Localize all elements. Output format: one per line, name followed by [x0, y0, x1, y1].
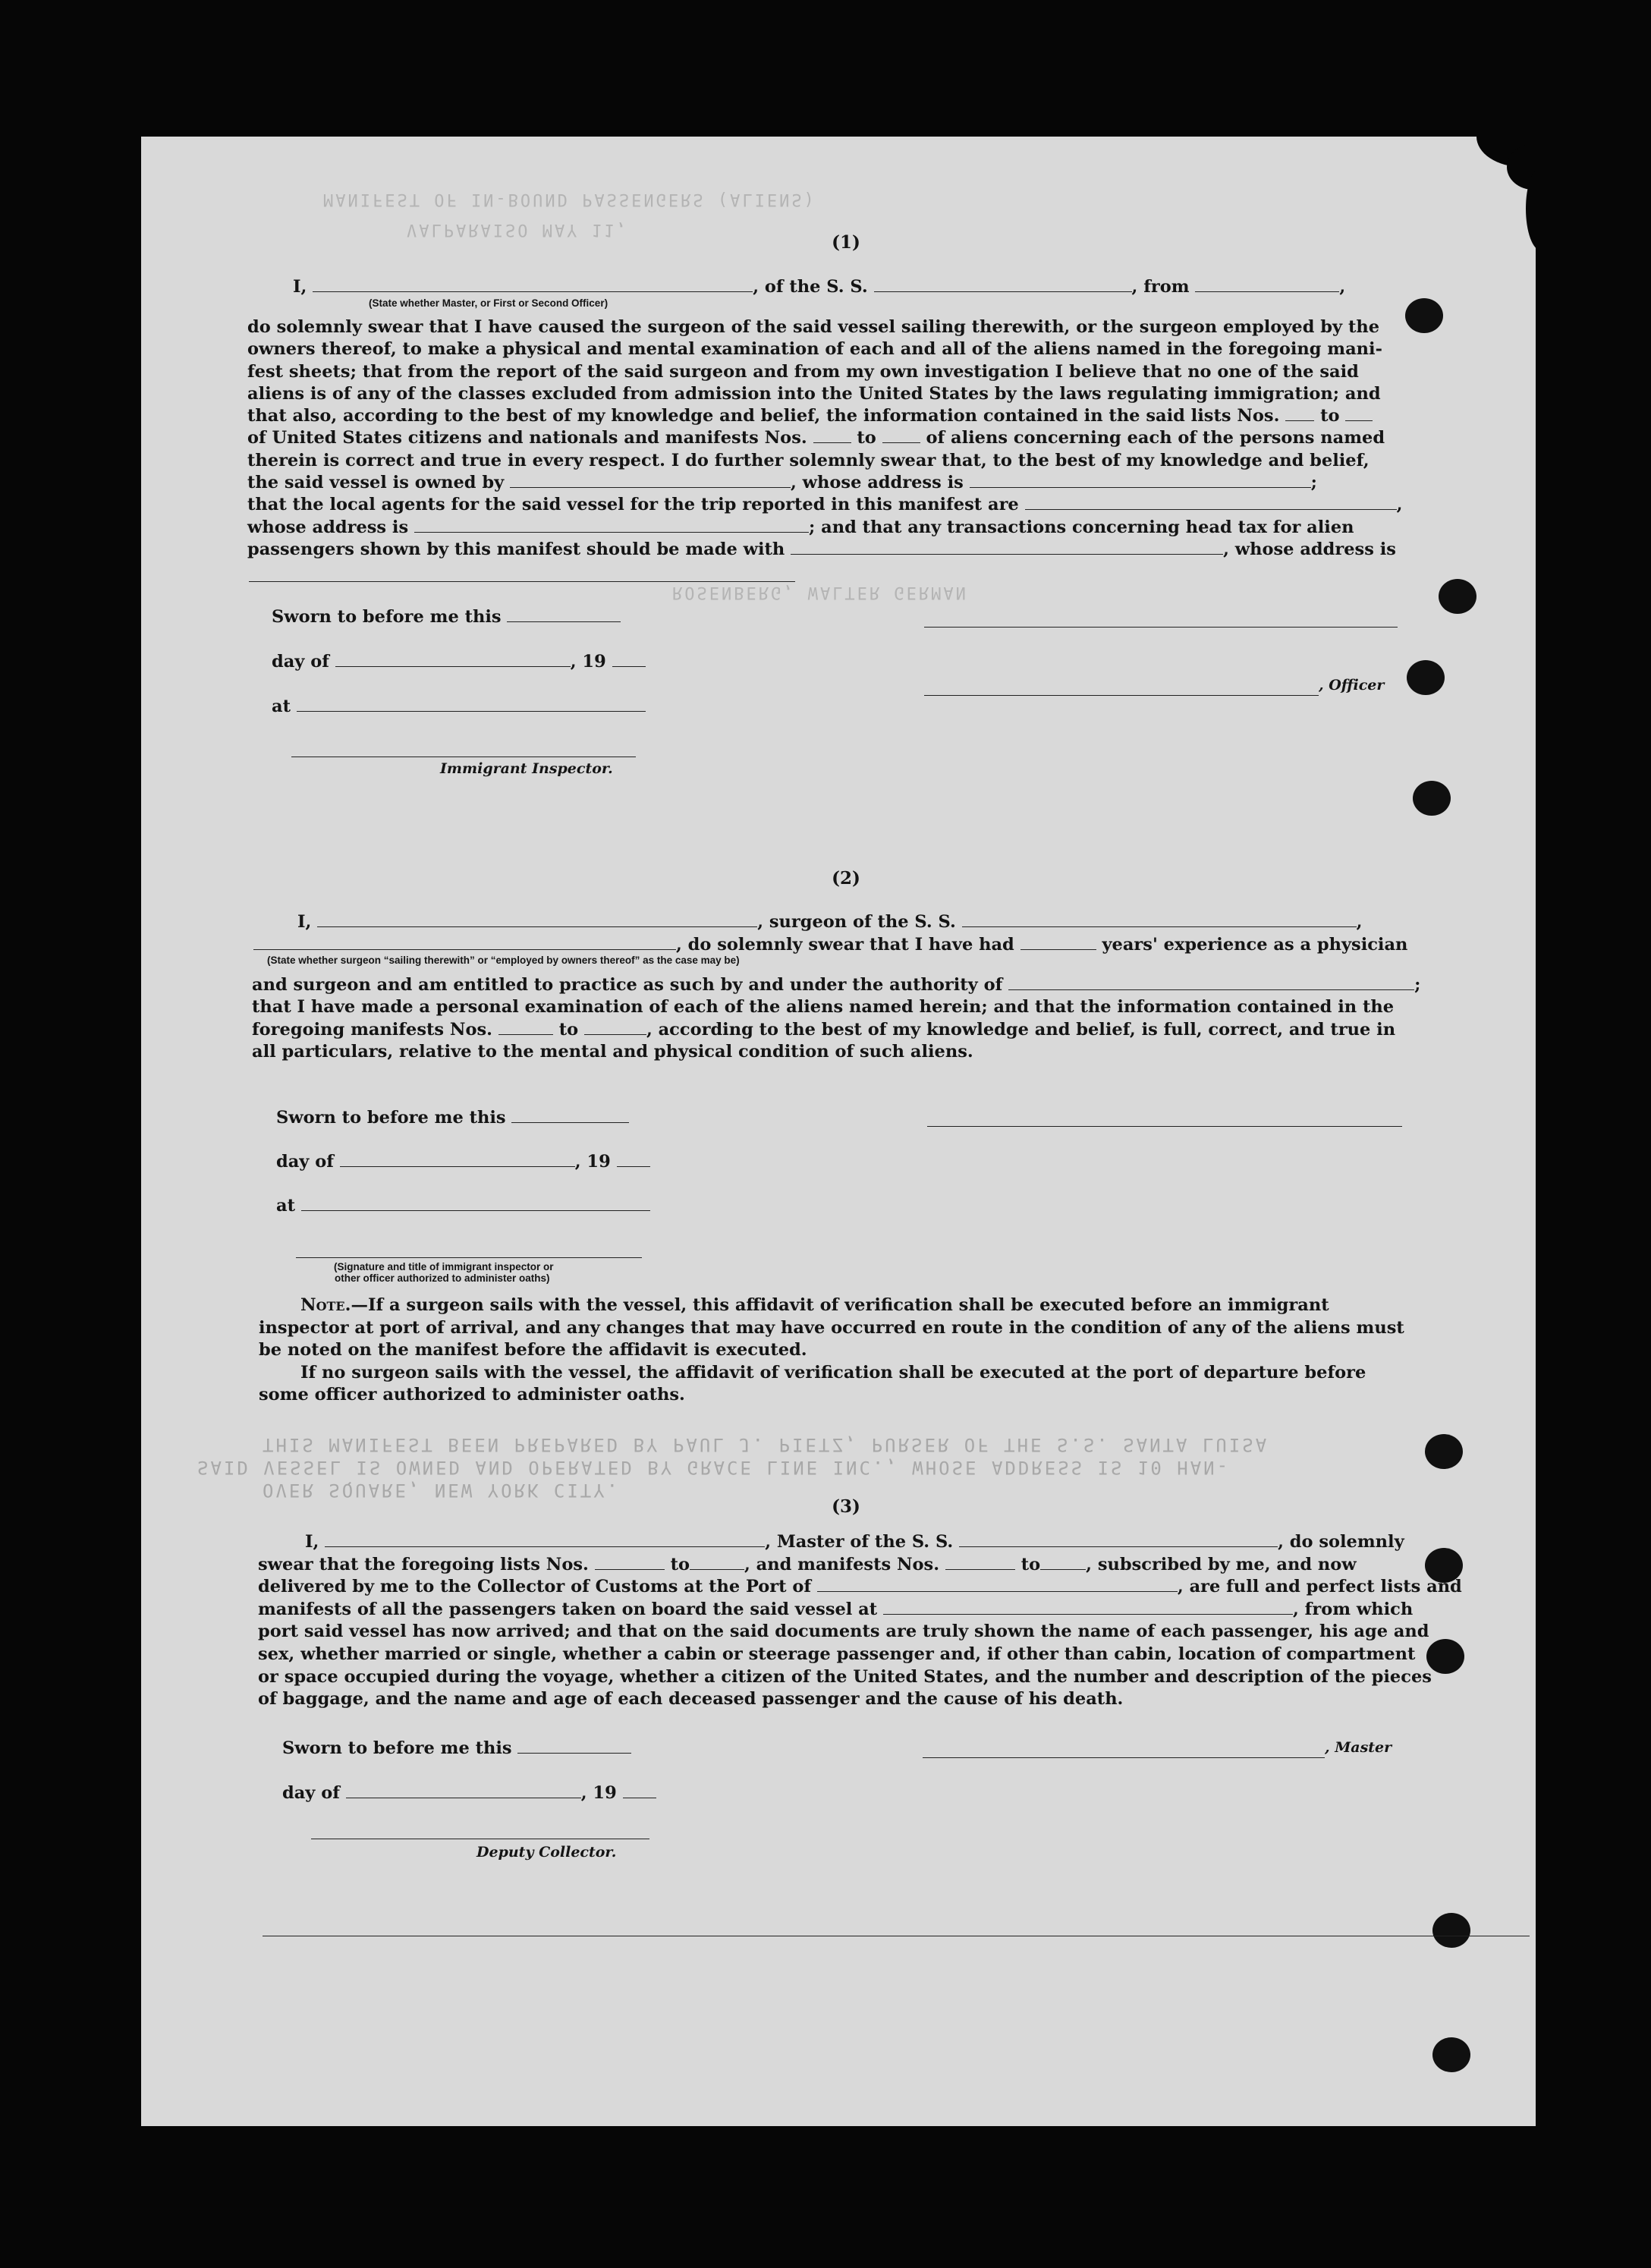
note-line: inspector at port of arrival, and any changes that may have occurred en route in the condition of any of the aliens must [259, 1317, 1404, 1338]
master-manifests-from-field[interactable] [945, 1556, 1015, 1570]
text: and surgeon and am entitled to practice as such by and under the authority of [252, 975, 1003, 995]
text-line: owners thereof, to make a physical and mental examination of each and all of the aliens named in the foregoing mani- [247, 339, 1382, 360]
text: Sworn to before me this [276, 1108, 506, 1128]
text-line [252, 974, 1536, 996]
note-line: be noted on the manifest before the affidavit is executed. [259, 1340, 807, 1360]
note-line: some officer authorized to administer oaths. [259, 1385, 685, 1405]
at-line [276, 1196, 650, 1216]
text: , subscribed by me, and now [1086, 1554, 1357, 1574]
text-line [258, 1599, 1536, 1622]
text: that the local agents for the said vessel for the trip reported in this manifest are [247, 495, 1019, 515]
binder-hole [1432, 2037, 1470, 2072]
sworn-place-field[interactable] [297, 697, 646, 712]
text: , do solemnly swear that I have had [676, 935, 1014, 955]
head-tax-address-field[interactable] [249, 581, 795, 582]
manifests-to-field[interactable] [882, 429, 920, 443]
section-2-opening-line [297, 912, 1363, 932]
master-lists-to-field[interactable] [690, 1556, 744, 1570]
surgeon-signature-line[interactable] [927, 1126, 1402, 1127]
text: I, [293, 277, 307, 297]
text: Sworn to before me this [272, 607, 502, 627]
text-line [258, 1554, 1536, 1577]
text: day of [276, 1152, 334, 1172]
text: ; and that any transactions concerning head tax for alien [809, 517, 1354, 537]
manifests-from-field[interactable] [813, 429, 851, 443]
text-line: do solemnly swear that I have caused the surgeon of the said vessel sailing therewith, or the surgeon employed by the [247, 317, 1380, 337]
text: , 19 [570, 652, 606, 672]
text-line: sex, whether married or single, whether a cabin or steerage passenger and, if other than cabin, location of compartment [258, 1644, 1416, 1664]
text: , and manifests Nos. [744, 1554, 940, 1574]
sworn-date-field[interactable] [517, 1739, 631, 1754]
text-line [247, 517, 1536, 539]
text: years' experience as a physician [1102, 935, 1408, 955]
text-line: of baggage, and the name and age of each deceased passenger and the cause of his death. [258, 1689, 1124, 1710]
officer-caption: (State whether Master, or First or Second Officer) [369, 297, 609, 309]
text: foregoing manifests Nos. [252, 1019, 492, 1040]
master-signature-line[interactable] [923, 1757, 1325, 1758]
text: at [272, 697, 291, 716]
year-field[interactable] [617, 1153, 650, 1167]
text: at [276, 1196, 295, 1216]
section-1-oath-text [247, 316, 1536, 561]
officer-signature-line-2[interactable] [924, 695, 1319, 696]
surgeon-manifests-to-field[interactable] [584, 1021, 646, 1035]
years-experience-field[interactable] [1020, 936, 1096, 950]
text: I, [305, 1532, 319, 1552]
text: , from which [1293, 1599, 1414, 1619]
verification-note [259, 1294, 1404, 1407]
text-line [247, 494, 1536, 516]
section-2-experience-line [253, 935, 1407, 955]
master-name-field[interactable] [325, 1533, 765, 1547]
text: , do solemnly [1278, 1532, 1404, 1552]
text: , whose address is [1223, 539, 1396, 559]
day-of-month-field[interactable] [346, 1784, 581, 1798]
officer-name-field[interactable] [313, 278, 753, 292]
text: to [1320, 406, 1340, 426]
binder-hole [1425, 1434, 1463, 1469]
text: of United States citizens and nationals and manifests Nos. [247, 428, 807, 448]
bleed-through-text: MANIFEST OF IN-BOUND PASSENGERS (ALIENS) [323, 190, 816, 209]
text-line [252, 1019, 1536, 1041]
text: to [558, 1019, 579, 1040]
bleed-through-text: VALPARAISO MAY 11, [407, 220, 629, 239]
vessel-name-field[interactable] [874, 278, 1132, 292]
day-of-line [272, 652, 646, 672]
sworn-line [282, 1738, 631, 1758]
year-field[interactable] [612, 653, 646, 667]
sworn-date-field[interactable] [507, 608, 621, 622]
section-1-heading: (1) [832, 232, 860, 253]
master-manifests-to-field[interactable] [1040, 1556, 1086, 1570]
authority-field[interactable] [1008, 976, 1414, 990]
inspector-caption: Immigrant Inspector. [440, 760, 613, 777]
text: delivered by me to the Collector of Customs at the Port of [258, 1577, 812, 1597]
section-2-oath-text [252, 974, 1536, 1063]
text: manifests of all the passengers taken on board the said vessel at [258, 1599, 878, 1619]
text-line: or space occupied during the voyage, whether a citizen of the United States, and the number and description of the pieces [258, 1666, 1432, 1687]
note-line: If no surgeon sails with the vessel, the affidavit of verification shall be executed at the port of departure before [300, 1362, 1366, 1383]
text: , whose address is [791, 473, 964, 493]
day-of-month-field[interactable] [340, 1153, 575, 1167]
text: , according to the best of my knowledge and belief, is full, correct, and true in [646, 1019, 1396, 1040]
text-line: that I have made a personal examination of each of the aliens named herein; and that the information contained in the [252, 997, 1395, 1018]
text: I, [297, 912, 312, 932]
text-line [258, 1576, 1536, 1599]
port-of-arrival-field[interactable] [817, 1578, 1178, 1592]
sworn-line [272, 607, 621, 627]
binder-hole [1439, 579, 1476, 614]
text: , Master of the S. S. [765, 1532, 954, 1552]
agents-address-field[interactable] [414, 518, 809, 533]
collector-caption: Deputy Collector. [476, 1844, 617, 1861]
text: , [1396, 495, 1403, 515]
text: , 19 [574, 1152, 611, 1172]
text: passengers shown by this manifest should be made with [247, 539, 785, 559]
text: ; [1310, 473, 1317, 493]
text: day of [282, 1783, 340, 1803]
text: , from [1131, 277, 1190, 297]
surgeon-caption: (State whether surgeon “sailing therewith” or “employed by owners thereof” as the case may be) [267, 955, 740, 966]
master-vessel-field[interactable] [959, 1533, 1278, 1547]
master-lists-from-field[interactable] [595, 1556, 665, 1570]
section-2-heading: (2) [832, 868, 860, 889]
lists-to-field[interactable] [1345, 407, 1373, 421]
text: to [857, 428, 876, 448]
day-of-line [282, 1783, 656, 1803]
text: , [1356, 912, 1363, 932]
text: Sworn to before me this [282, 1738, 512, 1758]
text: that also, according to the best of my knowledge and belief, the information contained in the said lists Nos. [247, 406, 1280, 426]
surgeon-vessel-field[interactable] [962, 913, 1357, 927]
text: of aliens concerning each of the persons named [926, 428, 1385, 448]
officer-label: , Officer [1319, 677, 1385, 694]
bleed-through-text: THIS MANIFEST BEEN PREPARED BY PAUL J. PIETZ, PURSER OF THE S.S. SANTA LUISA [263, 1434, 1269, 1455]
binder-hole [1407, 660, 1445, 695]
day-of-month-field[interactable] [335, 653, 571, 667]
text-line [247, 472, 1536, 494]
text-line [247, 405, 1536, 427]
bleed-through-text: SAID VESSEL IS OWNED AND OPERATED BY GRACE LINE INC., WHOSE ADDRESS IS 10 HAN- [197, 1457, 1231, 1478]
text: , surgeon of the S. S. [757, 912, 956, 932]
text: , [1339, 277, 1346, 297]
head-tax-party-field[interactable] [791, 540, 1223, 555]
text: swear that the foregoing lists Nos. [258, 1554, 589, 1574]
surgeon-manifests-from-field[interactable] [498, 1021, 553, 1035]
text-line: all particulars, relative to the mental and physical condition of such aliens. [252, 1041, 973, 1062]
year-field[interactable] [623, 1784, 656, 1798]
text: —If a surgeon sails with the vessel, this affidavit of verification shall be executed before an immigrant [351, 1295, 1329, 1315]
binder-hole [1432, 1913, 1470, 1948]
boarding-port-field[interactable] [883, 1600, 1293, 1615]
inspector-signature-line[interactable] [296, 1257, 642, 1258]
text: whose address is [247, 517, 409, 537]
owner-address-field[interactable] [970, 473, 1311, 488]
at-line [272, 697, 646, 716]
manifest-page [141, 137, 1536, 2126]
text: the said vessel is owned by [247, 473, 505, 493]
text-line: fest sheets; that from the report of the said surgeon and from my own investigation I believe that no one of the said [247, 361, 1359, 382]
note-label: Note. [300, 1295, 351, 1315]
section-3-heading: (3) [832, 1496, 860, 1517]
owner-field[interactable] [510, 473, 791, 488]
text: day of [272, 652, 329, 672]
text-line: port said vessel has now arrived; and that on the said documents are truly shown the name of each passenger, his age and [258, 1622, 1429, 1642]
text-line [258, 1531, 1536, 1554]
lists-from-field[interactable] [1285, 407, 1314, 421]
day-of-line [276, 1152, 650, 1172]
signature-caption: (Signature and title of immigrant inspector or [334, 1261, 554, 1272]
departure-port-field[interactable] [1195, 278, 1339, 292]
text: to [670, 1554, 690, 1574]
text-line [247, 539, 1536, 561]
surgeon-name-field[interactable] [317, 913, 757, 927]
local-agents-field[interactable] [1025, 495, 1397, 510]
text: to [1020, 1554, 1041, 1574]
text-line [247, 427, 1536, 449]
master-label: , Master [1325, 1739, 1392, 1756]
binder-hole [1413, 781, 1451, 816]
section-3-oath-text [258, 1531, 1536, 1711]
sworn-place-field[interactable] [301, 1197, 650, 1211]
officer-signature-line-1[interactable] [924, 627, 1398, 628]
bleed-through-text: OVER SQUARE, NEW YORK CITY. [263, 1480, 621, 1501]
text: ; [1414, 975, 1421, 995]
signature-caption: other officer authorized to administer oaths) [335, 1272, 550, 1284]
text-line: therein is correct and true in every respect. I do further solemnly swear that, to the best of my knowledge and belief, [247, 450, 1370, 470]
text: , of the S. S. [753, 277, 868, 297]
text: , 19 [580, 1783, 617, 1803]
sworn-line [276, 1108, 629, 1128]
section-1-opening-line [293, 277, 1345, 297]
sworn-date-field[interactable] [511, 1109, 629, 1123]
surgeon-status-field[interactable] [253, 936, 676, 950]
text: , are full and perfect lists and [1177, 1577, 1462, 1597]
text-line: aliens is of any of the classes excluded from admission into the United States by the laws regulating immigration; and [247, 383, 1381, 404]
note-line [259, 1294, 1404, 1317]
bleed-through-text: ROSENBERG, WALTER GERMAN [672, 583, 968, 602]
